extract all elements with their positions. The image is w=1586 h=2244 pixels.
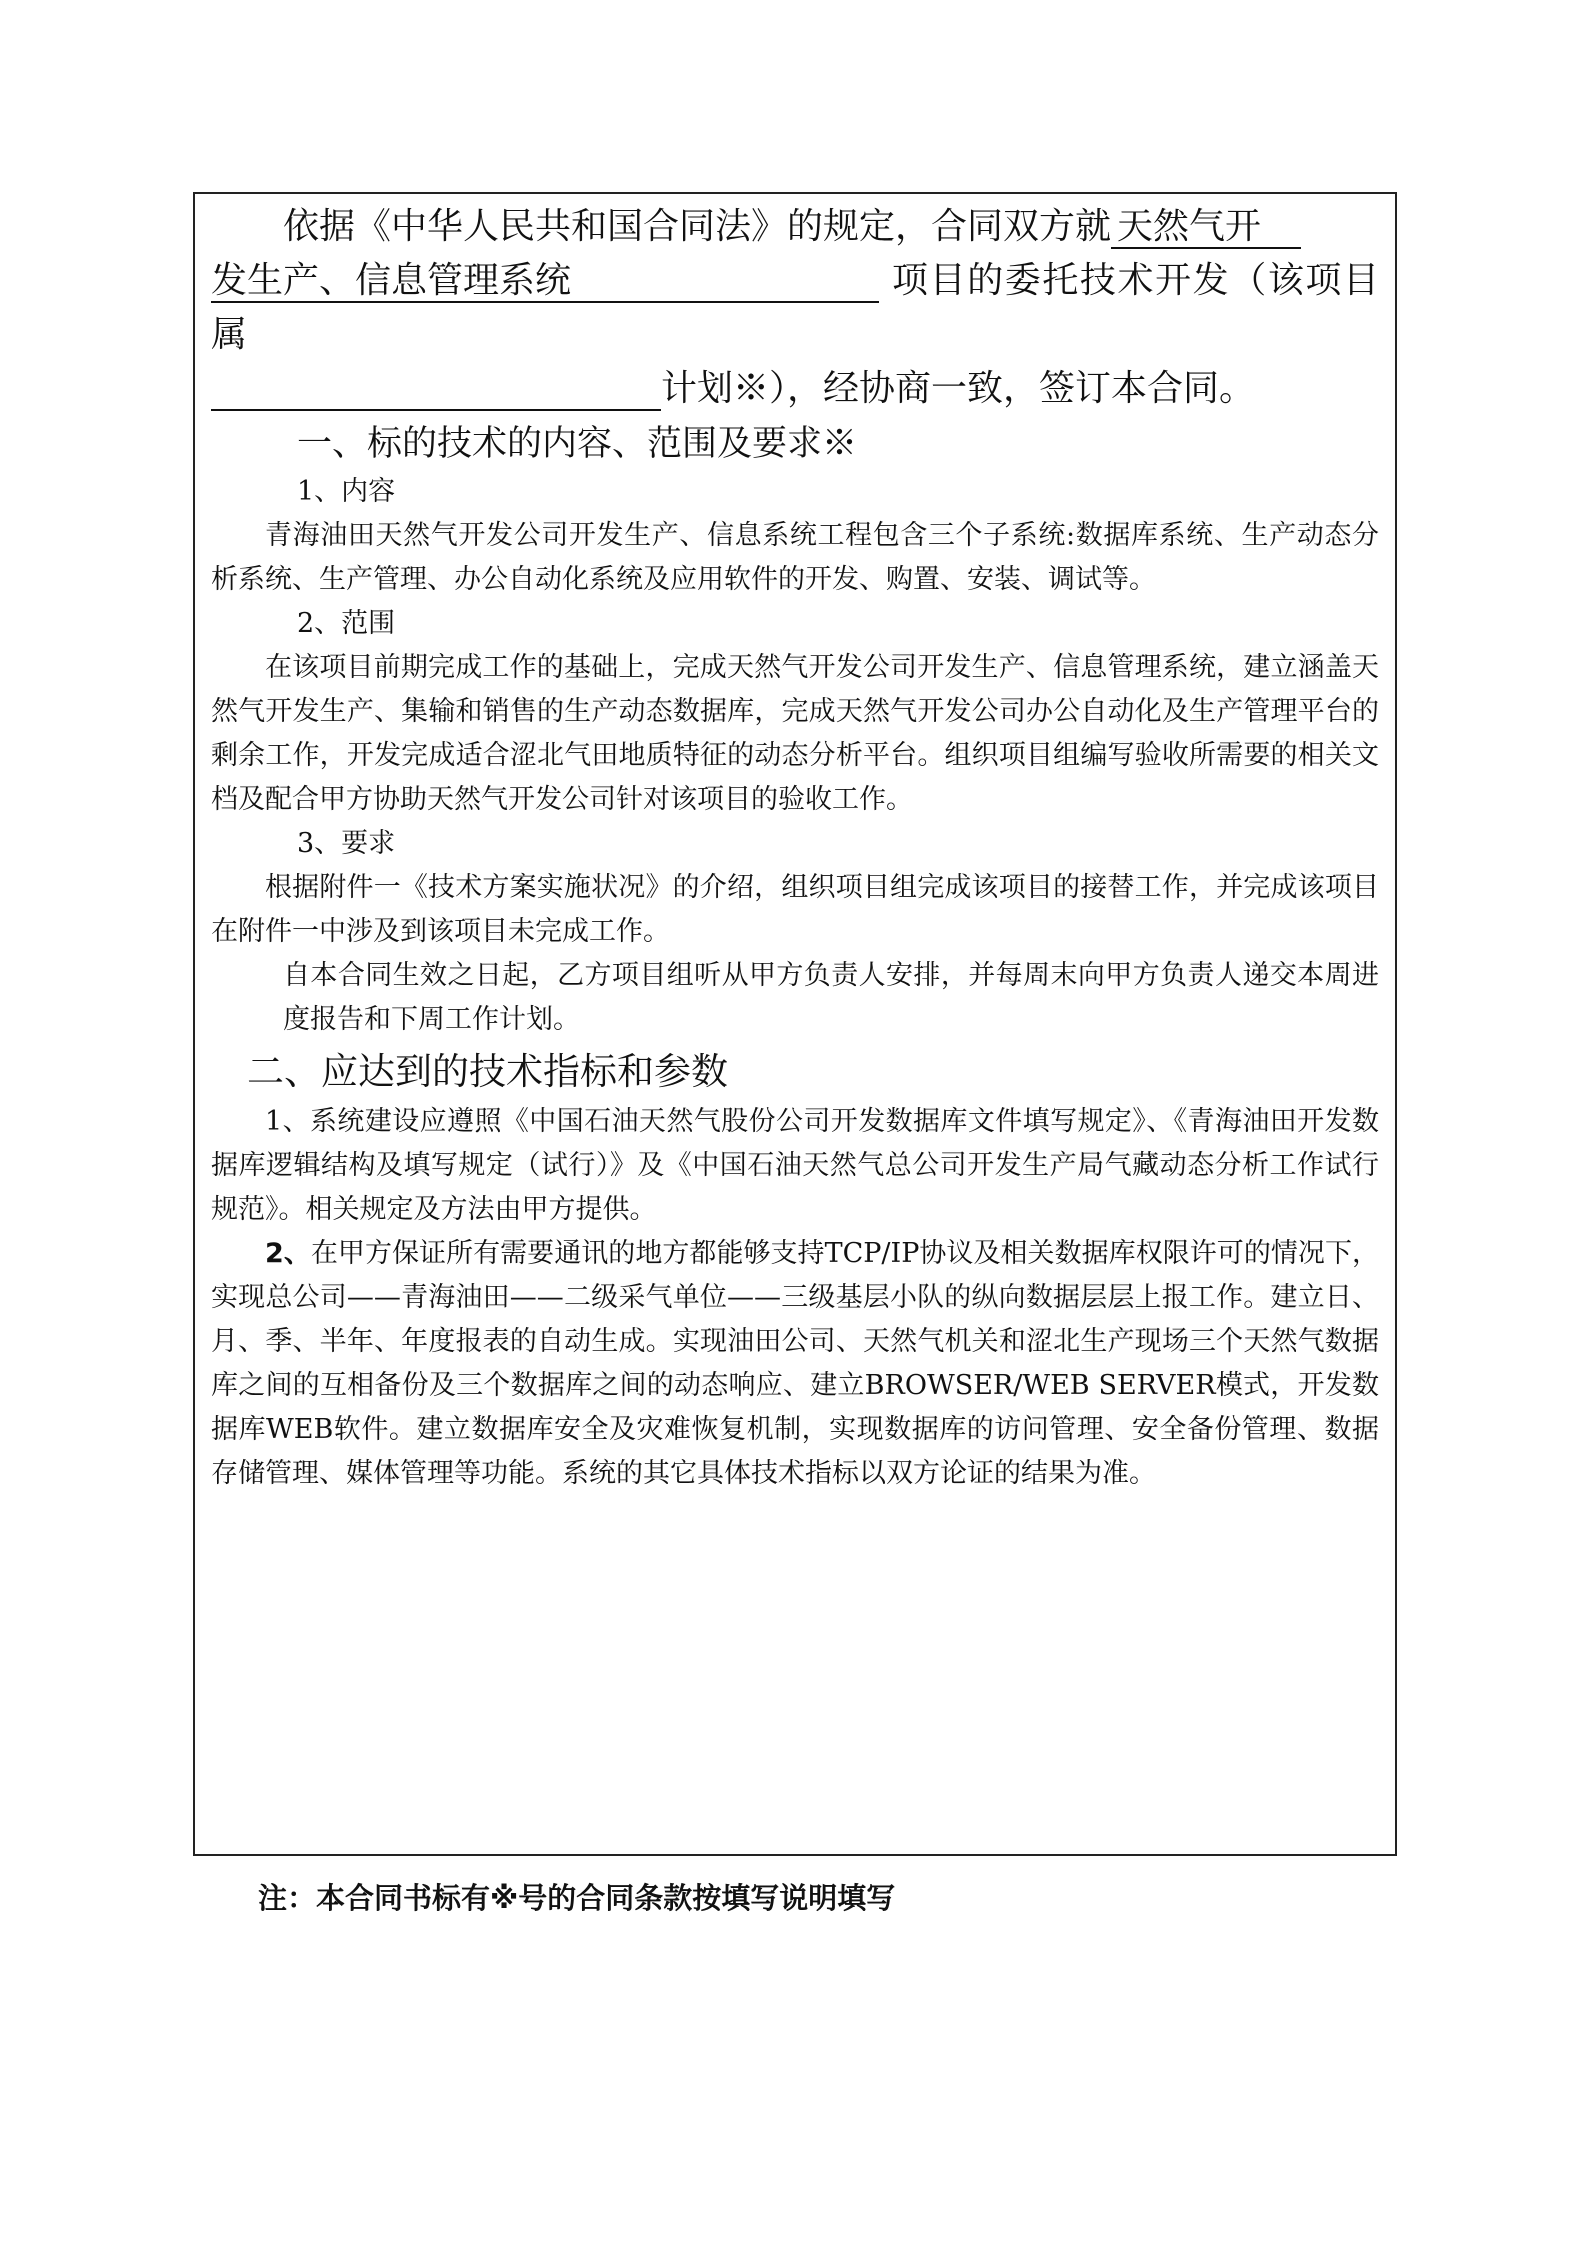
section2-heading: 二、应达到的技术指标和参数 xyxy=(247,1050,728,1093)
project-name-field-part1: 天然气开 xyxy=(1111,207,1301,249)
scope-text: 在该项目前期完成工作的基础上，完成天然气开发公司开发生产、信息管理系统，建立涵盖天然气开发生产、集输和销售的生产动态数据库，完成天然气开发公司办公自动化及生产管理平台的剩余工作，开发完成适合涩北气田地质特征的动态分析平台。组织项目组编写验收所需要的相关文档及配合甲方协助天然气开发公司针对该项目的验收工作。 xyxy=(211,652,1379,815)
section1-heading: 一、标的技术的内容、范围及要求※ xyxy=(297,424,858,464)
contract-table-cell xyxy=(193,192,1397,1856)
intro-line2-suffix: 项目的委托技术开发（该项目属 xyxy=(211,260,1379,355)
scope-label: 2、范围 xyxy=(297,608,396,639)
content-text: 青海油田天然气开发公司开发生产、信息系统工程包含三个子系统:数据库系统、生产动态分析系统、生产管理、办公自动化系统及应用软件的开发、购置、安装、调试等。 xyxy=(211,520,1379,595)
plan-name-blank xyxy=(211,369,661,411)
requirements-schedule-text: 自本合同生效之日起，乙方项目组听从甲方负责人安排，并每周末向甲方负责人递交本周进度报告和下周工作计划。 xyxy=(283,960,1379,1035)
contract-content xyxy=(211,194,1379,1496)
indicator-item-2 xyxy=(211,1232,1379,1496)
intro-paragraph xyxy=(211,200,1379,416)
indicator-item-2-number: 2、 xyxy=(265,1238,311,1269)
footnote: 注：本合同书标有※号的合同条款按填写说明填写 xyxy=(258,1881,896,1915)
intro-prefix: 依据《中华人民共和国合同法》的规定，合同双方就 xyxy=(283,206,1112,247)
requirements-label: 3、要求 xyxy=(297,828,396,859)
project-name-field-part2: 发生产、信息管理系统 xyxy=(211,261,879,303)
intro-line3-suffix: 计划※），经协商一致，签订本合同。 xyxy=(661,368,1256,409)
content-label: 1、内容 xyxy=(297,476,396,507)
requirements-text: 根据附件一《技术方案实施状况》的介绍，组织项目组完成该项目的接替工作，并完成该项目在附件一中涉及到该项目未完成工作。 xyxy=(211,872,1379,947)
indicator-item-1: 1、系统建设应遵照《中国石油天然气股份公司开发数据库文件填写规定》、《青海油田开发数据库逻辑结构及填写规定（试行）》及《中国石油天然气总公司开发生产局气藏动态分析工作试行规范》。相关规定及方法由甲方提供。 xyxy=(211,1106,1379,1225)
indicator-item-2-text: 在甲方保证所有需要通讯的地方都能够支持TCP/IP协议及相关数据库权限许可的情况下，实现总公司——青海油田——二级采气单位——三级基层小队的纵向数据层层上报工作。建立日、月、季、半年、年度报表的自动生成。实现油田公司、天然气机关和涩北生产现场三个天然气数据库之间的互相备份及三个数据库之间的动态响应、建立BROWSER/WEB SERVER模式，开发数据库WEB软件。建立数据库安全及灾难恢复机制，实现数据库的访问管理、安全备份管理、数据存储管理、媒体管理等功能。系统的其它具体技术指标以双方论证的结果为准。 xyxy=(211,1238,1379,1489)
